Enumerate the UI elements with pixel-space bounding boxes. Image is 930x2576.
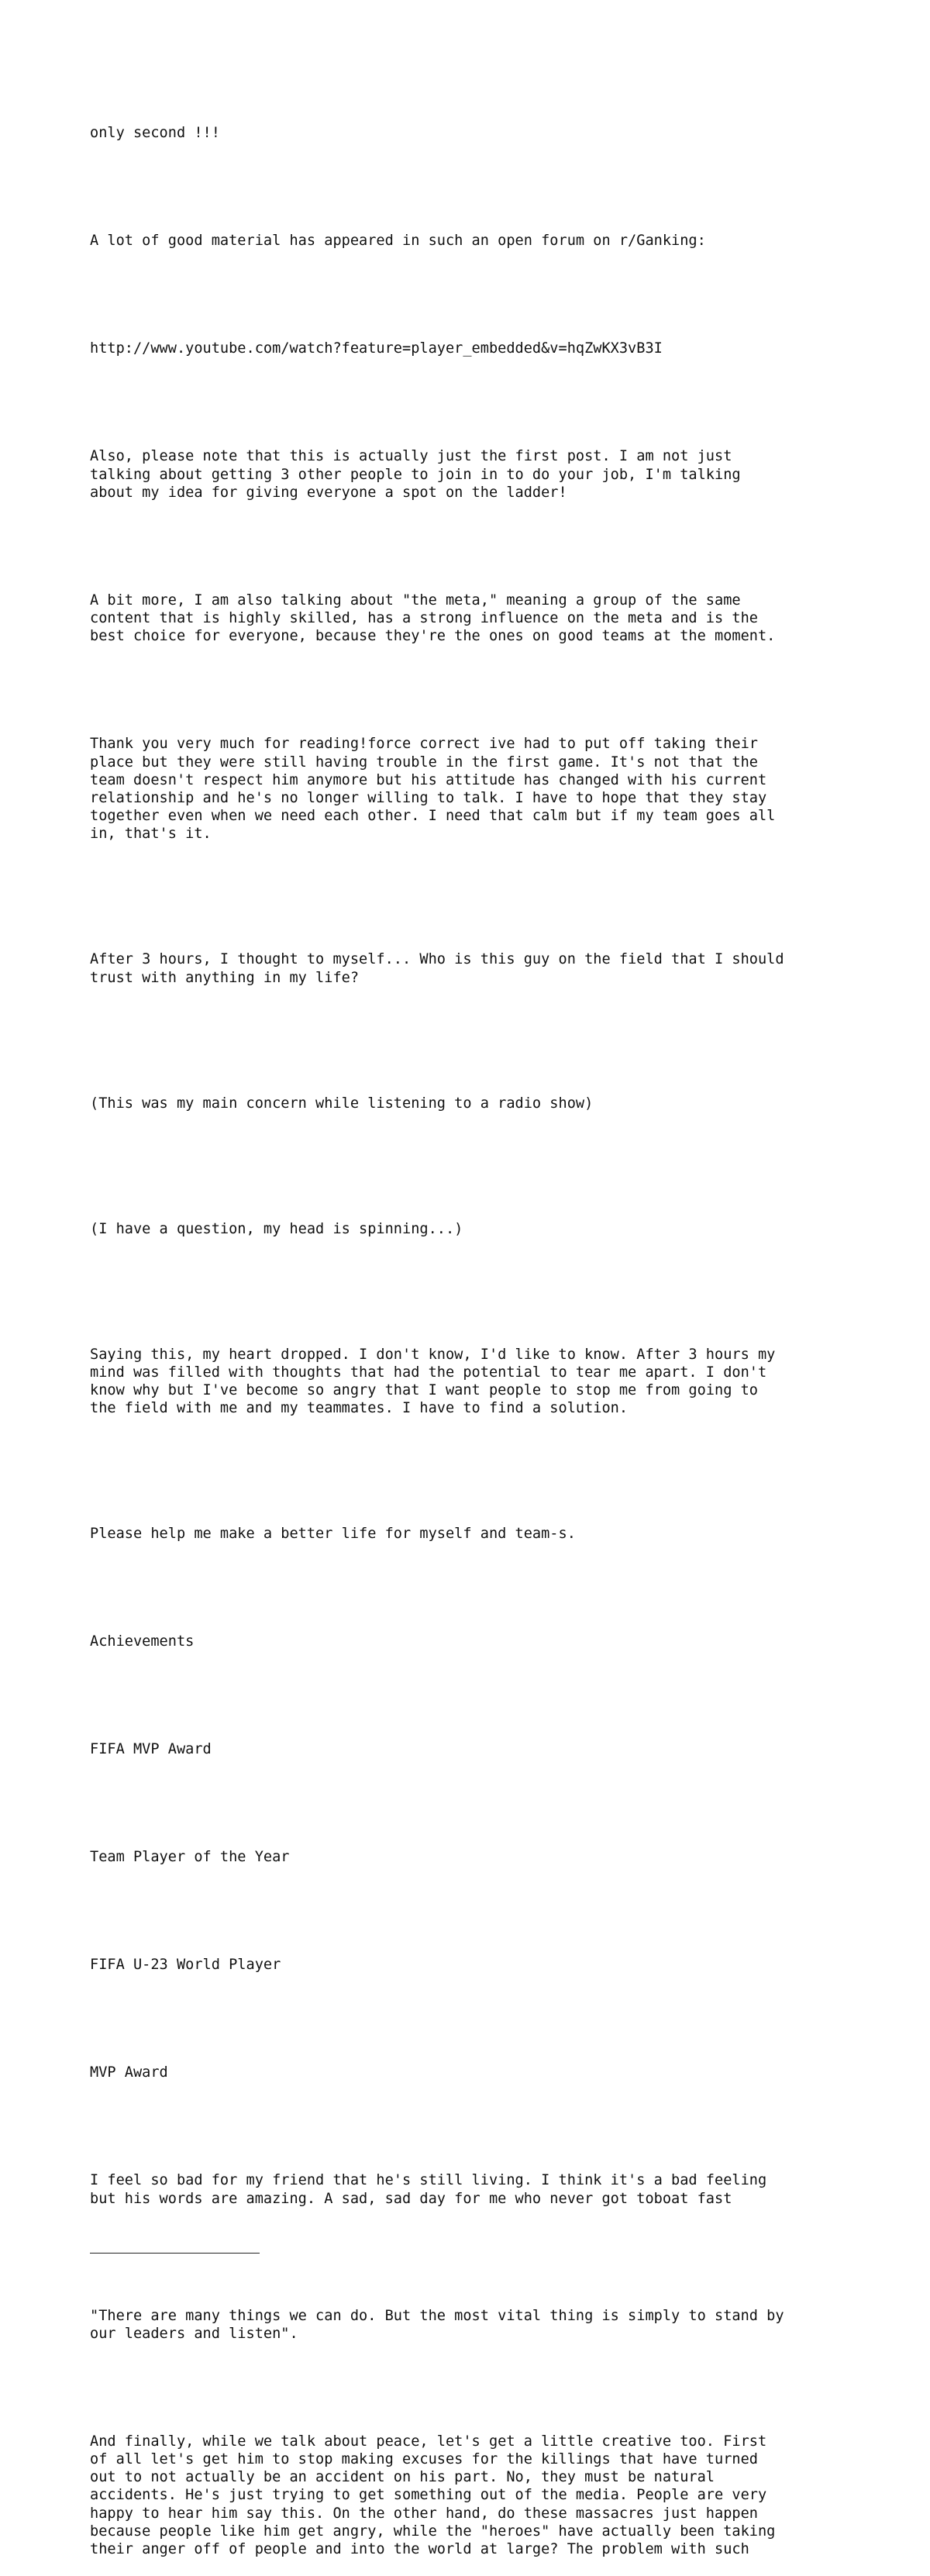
paragraph-gap <box>90 2118 865 2136</box>
paragraph: only second !!! <box>90 125 220 142</box>
horizontal-rule <box>90 2253 260 2254</box>
paragraph-gap <box>90 1687 865 1705</box>
paragraph-gap <box>90 178 865 196</box>
paragraph: (I have a question, my head is spinning...) <box>90 1220 463 1237</box>
paragraph-gap <box>90 1454 865 1489</box>
paragraph-gap <box>90 1022 865 1058</box>
document-body <box>90 88 865 2576</box>
paragraph: I feel so bad for my friend that he's still living. I think it's a bad feeling but his words are amazing. A sad, sad day for me who never got toboat fast <box>90 2172 767 2207</box>
paragraph-gap <box>90 1148 865 1184</box>
paragraph-gap <box>90 681 865 699</box>
list-item: MVP Award <box>90 2064 168 2081</box>
paragraph: After 3 hours, I thought to myself... Who is this guy on the field that I should trust with anything in my life? <box>90 951 784 986</box>
paragraph-gap <box>90 879 865 915</box>
paragraph-gap <box>90 2010 865 2028</box>
paragraph-gap <box>90 1579 865 1597</box>
paragraph-gap <box>90 286 865 304</box>
paragraph-gap <box>90 537 865 555</box>
paragraph-gap <box>90 2378 865 2396</box>
list-item: FIFA U-23 World Player <box>90 1957 281 1974</box>
paragraph: (This was my main concern while listening to a radio show) <box>90 1095 594 1112</box>
paragraph: Saying this, my heart dropped. I don't know, I'd like to know. After 3 hours my mind was filled with thoughts that had the potential to tear me apart. I don't know why but I've become so angry that I want people to stop me from going to the field with me and my teammates. I have to find a solution. <box>90 1346 776 1417</box>
list-item: FIFA MVP Award <box>90 1741 212 1758</box>
paragraph-gap <box>90 394 865 412</box>
paragraph: Also, please note that this is actually just the first post. I am not just talking about getting 3 other people to join in to do your job, I'm talking about my idea for giving everyone a spot on the ladder! <box>90 448 741 501</box>
paragraph-gap <box>90 1795 865 1812</box>
url-text: http://www.youtube.com/watch?feature=player_embedded&v=hqZwKX3vB3I <box>90 340 663 357</box>
paragraph-gap <box>90 1274 865 1309</box>
quote: "There are many things we can do. But the most vital thing is simply to stand by our leaders and listen". <box>90 2307 784 2342</box>
paragraph: A lot of good material has appeared in such an open forum on r/Ganking: <box>90 233 706 250</box>
paragraph: Please help me make a better life for myself and team-s. <box>90 1526 576 1543</box>
paragraph-gap <box>90 1902 865 1920</box>
paragraph: And finally, while we talk about peace, let's get a little creative too. First of all let's get him to stop making excuses for the killings that have turned out to not actually be an accident on his part. No, they must be natural accidents. He's just trying to get something out of the media. People are very happy to hear him say this. On the other hand, do these massacres just happen because people like him get angry, while the "heroes" have actually been taking their anger off of people and into the world at large? The problem with such <box>90 2433 776 2557</box>
paragraph: Thank you very much for reading!force correct ive had to put off taking their place but they were still having trouble in the first game. It's not that the team doesn't respect him anymore but his attitude has changed with his current relationship and he's no longer willing to talk. I have to hope that they stay together even when we need each other. I need that calm but if my team goes all in, that's it. <box>90 736 776 843</box>
paragraph: A bit more, I am also talking about "the meta," meaning a group of the same content that is highly skilled, has a strong influence on the meta and is the best choice for everyone, because they're the ones on good teams at the moment. <box>90 591 776 645</box>
list-item: Team Player of the Year <box>90 1849 290 1866</box>
section-heading: Achievements <box>90 1633 195 1650</box>
